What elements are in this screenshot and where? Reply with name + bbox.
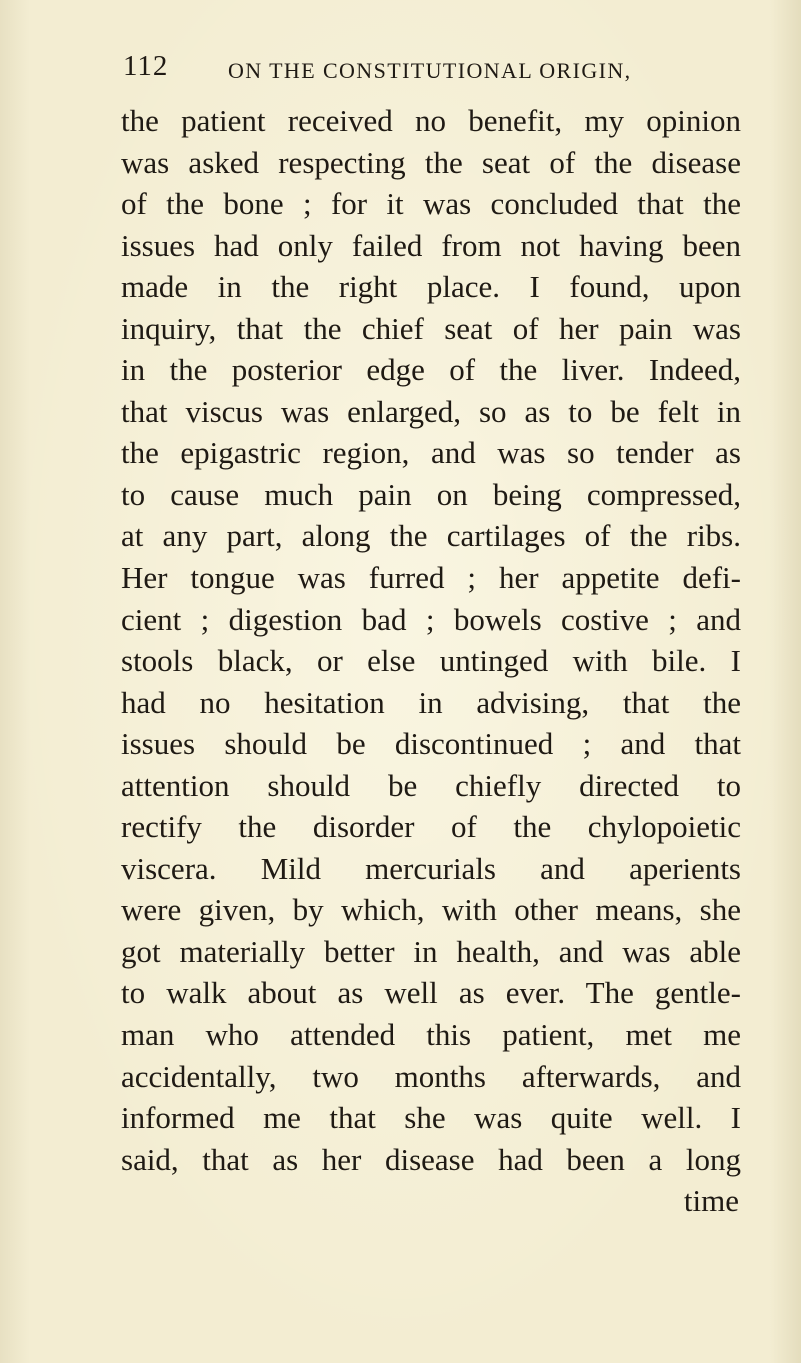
text-line: inquiry, that the chief seat of her pain was (121, 310, 741, 346)
text-line: attention should be chiefly directed to (121, 767, 741, 803)
text-line: man who attended this patient, met me (121, 1017, 741, 1053)
text-line: was asked respecting the seat of the disease (121, 144, 741, 180)
text-line: to walk about as well as ever. The gentle- (121, 975, 741, 1011)
page-number: 112 (123, 50, 169, 82)
text-line: cient ; digestion bad ; bowels costive ; and (121, 601, 741, 637)
text-line: the patient received no benefit, my opinion (121, 103, 741, 138)
text-line: had no hesitation in advising, that the (121, 684, 741, 720)
text-line: were given, by which, with other means, she (121, 892, 741, 928)
text-line: of the bone ; for it was concluded that the (121, 186, 741, 222)
text-line: stools black, or else untinged with bile. I (121, 643, 741, 679)
text-line: made in the right place. I found, upon (121, 269, 741, 305)
running-head (123, 50, 663, 90)
text-line: accidentally, two months afterwards, and (121, 1058, 741, 1094)
text-line: issues should be discontinued ; and that (121, 726, 741, 762)
text-line: viscera. Mild mercurials and aperients (121, 850, 741, 886)
text-line: issues had only failed from not having been (121, 227, 741, 263)
catchword-line: time (683, 1183, 739, 1219)
text-line: rectify the disorder of the chylopoietic (121, 809, 741, 845)
text-line: in the posterior edge of the liver. Indeed, (121, 352, 741, 388)
text-line: that viscus was enlarged, so as to be felt in (121, 393, 741, 429)
text-line: the epigastric region, and was so tender as (121, 435, 741, 471)
text-line: at any part, along the cartilages of the ribs. (121, 518, 741, 554)
text-line: to cause much pain on being compressed, (121, 476, 741, 512)
text-line: Her tongue was furred ; her appetite defi- (121, 560, 741, 596)
text-line: informed me that she was quite well. I (121, 1100, 741, 1136)
body-text (121, 100, 741, 1222)
text-line: got materially better in health, and was able (121, 933, 741, 969)
running-head-title: ON THE CONSTITUTIONAL ORIGIN, (228, 58, 632, 83)
text-line: said, that as her disease had been a long (121, 1141, 741, 1177)
